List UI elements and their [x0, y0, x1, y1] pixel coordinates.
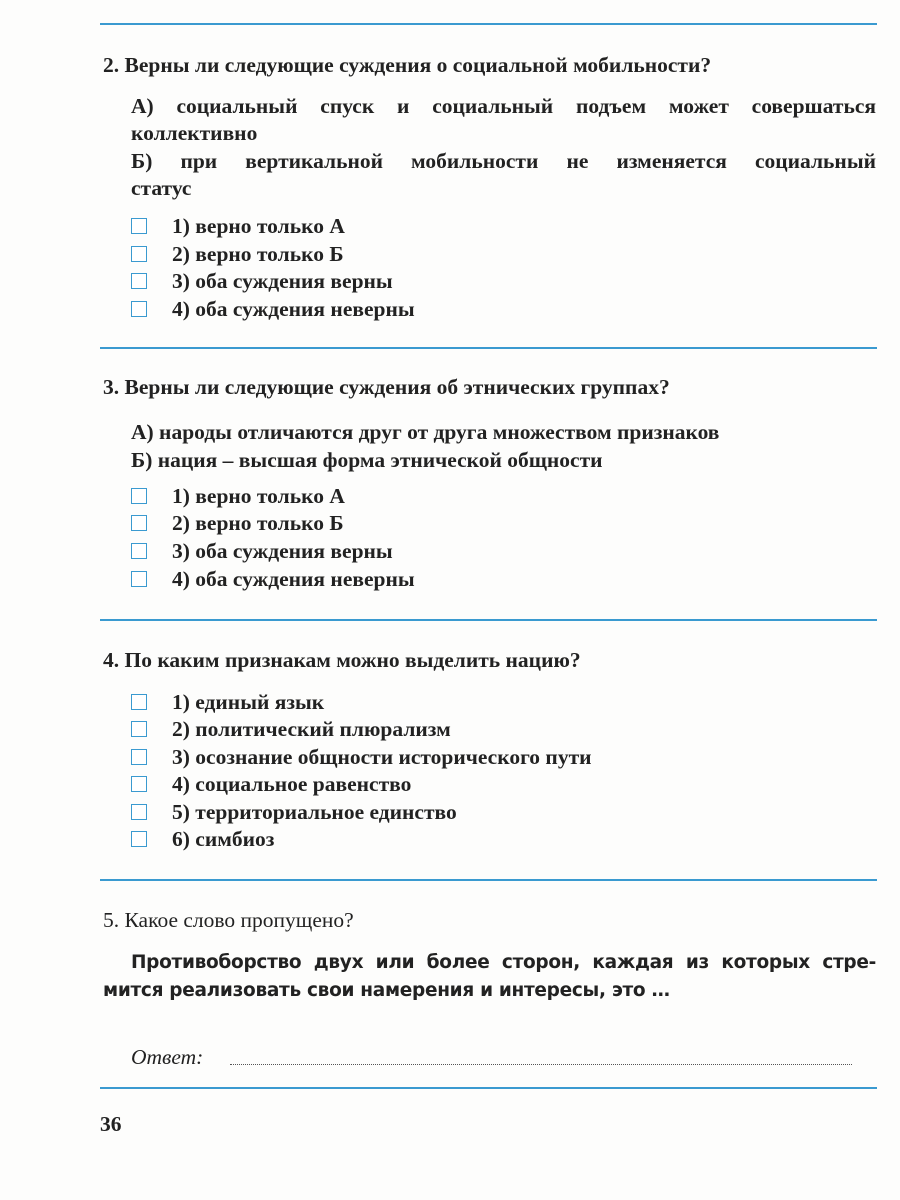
- question-5-title: 5. Какое слово пропущено?: [103, 908, 354, 932]
- option: 6) симбиоз: [172, 827, 275, 851]
- answer-field[interactable]: [230, 1064, 852, 1065]
- option: 1) верно только А: [172, 214, 345, 238]
- option: 4) социальное равенство: [172, 772, 412, 796]
- checkbox[interactable]: [131, 721, 147, 737]
- statement-a-cont: коллективно: [131, 121, 258, 145]
- statement-b-cont: статус: [131, 176, 192, 200]
- checkbox[interactable]: [131, 246, 147, 262]
- checkbox[interactable]: [131, 301, 147, 317]
- option: 2) верно только Б: [172, 511, 344, 535]
- checkbox[interactable]: [131, 694, 147, 710]
- divider: [100, 619, 877, 621]
- checkbox[interactable]: [131, 273, 147, 289]
- question-text-cont: мится реализовать свои намерения и интересы, это …: [103, 980, 670, 1001]
- statement-b: Б) при вертикальной мобильности не изменяется социальный: [131, 149, 876, 173]
- option: 2) верно только Б: [172, 242, 344, 266]
- checkbox[interactable]: [131, 218, 147, 234]
- divider: [100, 1087, 877, 1089]
- checkbox[interactable]: [131, 831, 147, 847]
- statement-b: Б) нация – высшая форма этнической общности: [131, 448, 603, 472]
- option: 1) единый язык: [172, 690, 325, 714]
- divider: [100, 879, 877, 881]
- checkbox[interactable]: [131, 515, 147, 531]
- option: 1) верно только А: [172, 484, 345, 508]
- statement-a: А) социальный спуск и социальный подъем может совершаться: [131, 94, 876, 118]
- divider: [100, 23, 877, 25]
- question-2-title: 2. Верны ли следующие суждения о социальной мобильности?: [103, 53, 712, 77]
- checkbox[interactable]: [131, 749, 147, 765]
- option: 5) территориальное единство: [172, 800, 457, 824]
- divider: [100, 347, 877, 349]
- page-number: 36: [100, 1112, 122, 1136]
- checkbox[interactable]: [131, 776, 147, 792]
- question-text: Противоборство двух или более сторон, каждая из которых стре-: [131, 952, 876, 973]
- question-3-title: 3. Верны ли следующие суждения об этнических группах?: [103, 375, 670, 399]
- checkbox[interactable]: [131, 804, 147, 820]
- answer-label: Ответ:: [131, 1045, 204, 1069]
- checkbox[interactable]: [131, 488, 147, 504]
- option: 4) оба суждения неверны: [172, 567, 415, 591]
- option: 3) оба суждения верны: [172, 539, 393, 563]
- checkbox[interactable]: [131, 571, 147, 587]
- statement-a: А) народы отличаются друг от друга множеством признаков: [131, 420, 720, 444]
- option: 3) оба суждения верны: [172, 269, 393, 293]
- question-4-title: 4. По каким признакам можно выделить нацию?: [103, 648, 581, 672]
- option: 2) политический плюрализм: [172, 717, 451, 741]
- option: 3) осознание общности исторического пути: [172, 745, 592, 769]
- option: 4) оба суждения неверны: [172, 297, 415, 321]
- checkbox[interactable]: [131, 543, 147, 559]
